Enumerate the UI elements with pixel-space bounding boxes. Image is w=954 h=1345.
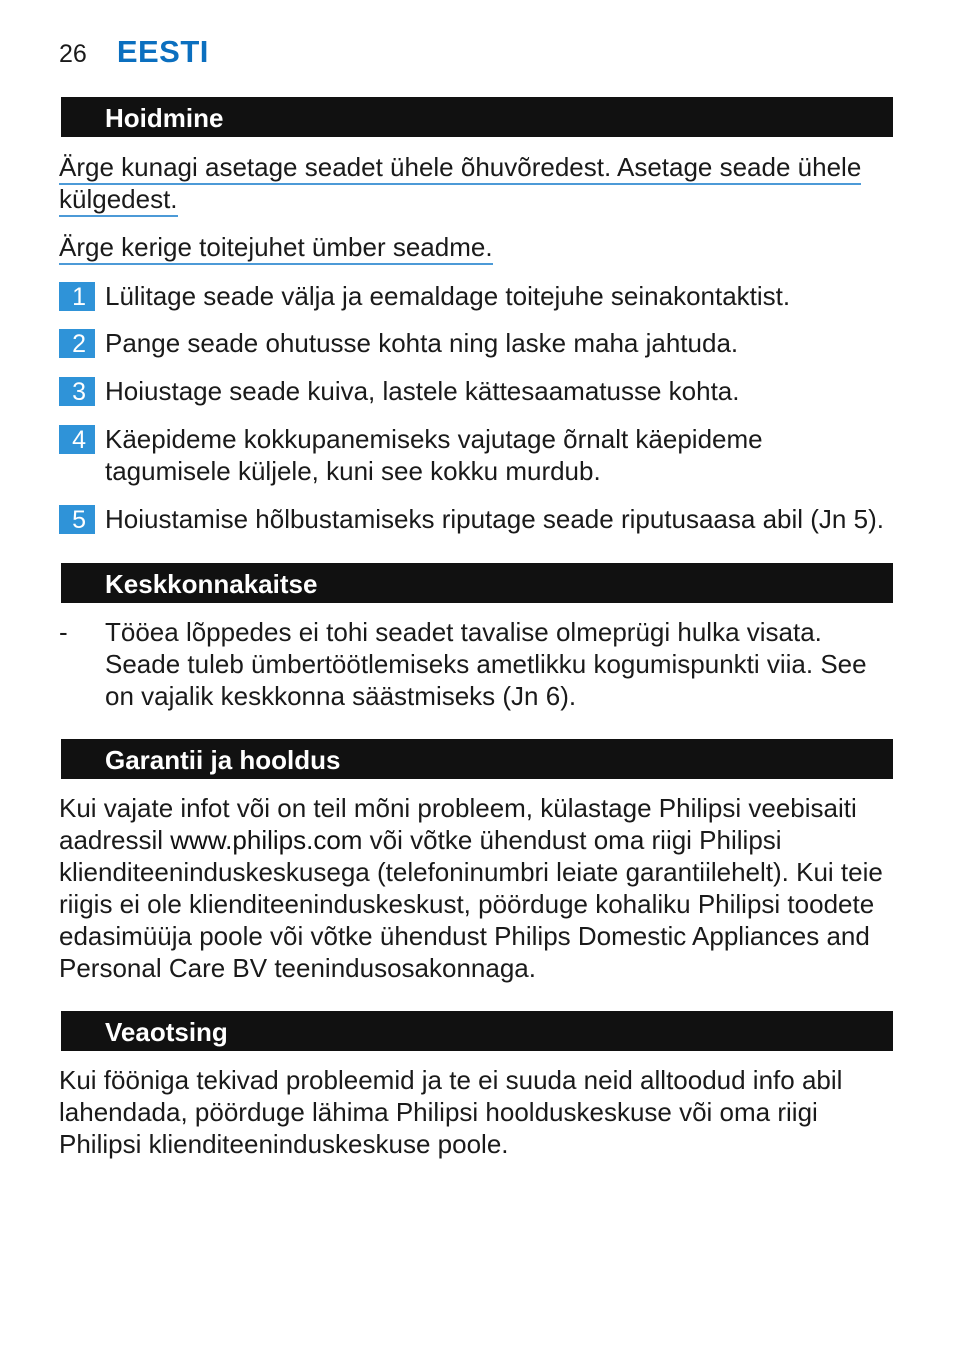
philips-website-link[interactable]: www.philips.com <box>170 825 363 855</box>
step-text: Käepideme kokkupanemiseks vajutage õrnalt käepideme tagumisele küljele, kuni see kokku murdub. <box>105 424 763 486</box>
guarantee-text-end: või võtke ühendust oma riigi Philipsi klienditeeninduskeskusega (telefoninumbri leiate garantiilehelt). Kui teie riigis ei ole klienditeeninduskeskust, pöörduge kohaliku Philipsi toodete edasimüüja poole või võtke ühendust Philips Domestic Appliances and Personal Care BV teenindusosakonnaga. <box>59 825 883 983</box>
step-number-badge: 5 <box>59 505 95 534</box>
step-number-badge: 3 <box>59 377 95 406</box>
section-heading-keskkonnakaitse: Keskkonnakaitse <box>61 563 893 603</box>
warning-air-grille-line1: Ärge kunagi asetage seadet ühele õhuvõredest. Asetage seade ühele <box>59 152 861 185</box>
page-header <box>59 34 209 74</box>
step-number-badge: 2 <box>59 329 95 358</box>
step-number-badge: 4 <box>59 425 95 454</box>
step-text: Lülitage seade välja ja eemaldage toitejuhe seinakontaktist. <box>105 281 791 311</box>
warning-air-grille-line2: külgedest. <box>59 184 178 217</box>
troubleshooting-paragraph: Kui fööniga tekivad probleemid ja te ei suuda neid alltoodud info abil lahendada, pöörduge lähima Philipsi hoolduskeskuse või oma riigi Philipsi klienditeeninduskeskuse poole. <box>59 1065 843 1159</box>
environment-text: Tööea lõppedes ei tohi seadet tavalise olmeprügi hulka visata. Seade tuleb ümbertöötlemiseks ametlikku kogumispunkti viia. See on vajalik keskkonna säästmiseks (Jn 6). <box>105 617 867 711</box>
step-3 <box>59 375 893 407</box>
step-4 <box>59 423 893 487</box>
section-heading-veaotsing: Veaotsing <box>61 1011 893 1051</box>
step-2 <box>59 327 893 359</box>
section-heading-garantii: Garantii ja hooldus <box>61 739 893 779</box>
step-text: Hoiustamise hõlbustamiseks riputage seade riputusaasa abil (Jn 5). <box>105 504 884 534</box>
step-5 <box>59 503 893 535</box>
environment-item <box>59 616 893 712</box>
warning-cord <box>59 231 893 263</box>
guarantee-paragraph <box>59 792 893 984</box>
section-heading-hoidmine: Hoidmine <box>61 97 893 137</box>
guarantee-text-start: Kui vajate infot või on teil mõni probleem, külastage Philipsi veebisaiti aadressil <box>59 793 857 855</box>
warning-air-grille <box>59 151 893 215</box>
list-dash: - <box>59 617 68 647</box>
step-1 <box>59 280 893 312</box>
language-heading: EESTI <box>116 34 209 69</box>
step-text: Pange seade ohutusse kohta ning laske maha jahtuda. <box>105 328 739 358</box>
warning-cord-text: Ärge kerige toitejuhet ümber seadme. <box>59 232 493 265</box>
step-text: Hoiustage seade kuiva, lastele kättesaamatusse kohta. <box>105 376 740 406</box>
step-number-badge: 1 <box>59 282 95 311</box>
page-number: 26 <box>59 40 87 68</box>
